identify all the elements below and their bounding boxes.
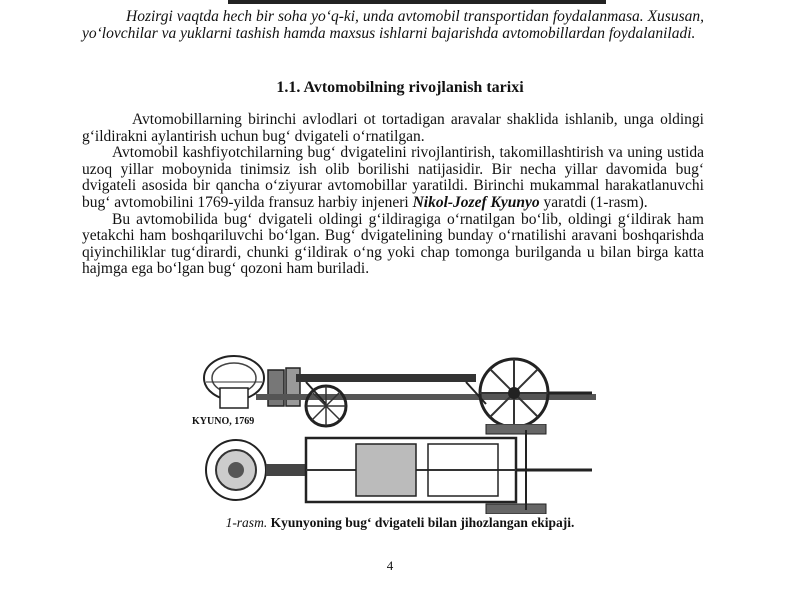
figure-caption xyxy=(160,515,640,531)
body-text xyxy=(82,112,704,278)
intro-paragraph xyxy=(82,8,704,42)
section-title: 1.1. Avtomobilning rivojlanish tarixi xyxy=(276,79,524,96)
paragraph-2-start: Avtomobil kashfiyotchilarning bug‘ dvigatelini rivojlantirish, takomillashtirish va uning ustida uzoq yillar moboynida tinimsiz ish olib borilishi natijasidir. Bir necha yillar davomida bug‘ dvigateli asosida bir qancha o‘ziyurar avtomobillar yaratildi. Birinchi mukammal harakatlanuvchi bug‘ avtomobilini 1769-yilda fransuz harbiy injeneri xyxy=(82,144,704,211)
page-number: 4 xyxy=(386,558,394,573)
steam-carriage-side-view-icon xyxy=(196,348,596,428)
steam-carriage-top-view-icon xyxy=(196,424,596,514)
figure-label: KYUNO, 1769 xyxy=(192,416,255,427)
caption-label: 1-rasm. xyxy=(225,515,268,530)
paragraph-2 xyxy=(82,145,704,211)
inventor-name: Nikol-Jozef Kyunyo xyxy=(412,193,540,211)
intro-text: Hozirgi vaqtda hech bir soha yo‘q-ki, unda avtomobil transportidan foydalanmasa. Xususan, yo‘lovchilar va yuklarni tashish hamda maxsus ishlarni bajarishda avtomobillardan foydalaniladi. xyxy=(82,8,704,42)
caption-text: Kyunyoning bug‘ dvigateli bilan jihozlangan ekipaji. xyxy=(270,515,575,530)
paragraph-1: Avtomobillarning birinchi avlodlari ot tortadigan aravalar shaklida ishlanib, unga oldingi g‘ildirakni aylantirish uchun bug‘ dvigateli o‘rnatilgan. xyxy=(82,111,704,145)
header-rule xyxy=(228,0,606,4)
paragraph-2-end: yaratdi (1-rasm). xyxy=(539,193,648,211)
paragraph-3: Bu avtomobilida bug‘ dvigateli oldingi g‘ildiragiga o‘rnatilgan bo‘lib, oldingi g‘ildirak ham yetakchi ham boshqariluvchi bo‘lgan. Bug‘ dvigatelining bunday o‘rnatilishi aravani boshqarishda qiyinchiliklar tug‘dirardi, chunki g‘ildirak o‘ng yoki chap tomonga burilganda u bilan birga katta hajmga ega bo‘lgan bug‘ qozoni ham buriladi. xyxy=(82,210,704,278)
